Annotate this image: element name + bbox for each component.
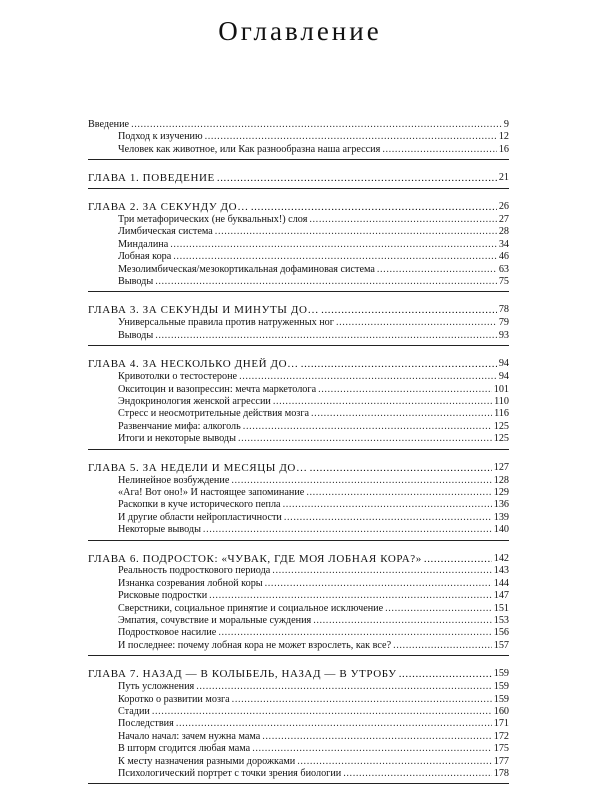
toc-subentry[interactable] bbox=[88, 706, 509, 718]
leader-dots bbox=[385, 603, 492, 615]
toc-entry-title: Нелинейное возбуждение bbox=[118, 474, 230, 486]
toc-entry-page: 156 bbox=[493, 627, 509, 639]
leader-dots bbox=[393, 640, 492, 652]
toc-entry-page: 94 bbox=[498, 358, 509, 370]
toc-chapter-section bbox=[88, 461, 509, 541]
toc-chapter-heading[interactable] bbox=[88, 171, 509, 185]
toc-entry-page: 21 bbox=[498, 172, 509, 184]
toc-subentry[interactable] bbox=[88, 384, 509, 396]
leader-dots bbox=[131, 119, 502, 131]
toc-entry-page: 157 bbox=[493, 639, 509, 651]
leader-dots bbox=[321, 303, 497, 317]
toc-subentry[interactable] bbox=[88, 396, 509, 408]
toc-subentry[interactable] bbox=[88, 264, 509, 276]
toc-entry-title: Эндокринология женской агрессии bbox=[118, 395, 271, 407]
toc-subentry[interactable] bbox=[88, 743, 509, 755]
leader-dots bbox=[155, 276, 497, 288]
leader-dots bbox=[173, 251, 497, 263]
toc-entry-title: Кривотолки о тестостероне bbox=[118, 371, 238, 383]
toc-entry-page: 101 bbox=[493, 383, 509, 395]
toc-entry-title: Развенчание мифа: алкоголь bbox=[118, 420, 241, 432]
toc-entry-page: 178 bbox=[493, 767, 509, 779]
leader-dots bbox=[310, 461, 492, 475]
toc-subentry[interactable] bbox=[88, 694, 509, 706]
toc-subentry[interactable] bbox=[88, 433, 509, 445]
toc-subentry[interactable] bbox=[88, 512, 509, 524]
toc-subentry-list bbox=[88, 317, 509, 342]
toc-entry-title: Некоторые выводы bbox=[118, 524, 201, 536]
toc-entry-page: 27 bbox=[498, 214, 509, 226]
leader-dots bbox=[176, 719, 492, 731]
leader-dots bbox=[155, 330, 497, 342]
toc-entry-page: 143 bbox=[493, 565, 509, 577]
leader-dots bbox=[209, 590, 492, 602]
leader-dots bbox=[262, 731, 491, 743]
toc-entry-page: 46 bbox=[498, 251, 509, 263]
toc-entry-page: 75 bbox=[498, 276, 509, 288]
toc-entry-title: Введение bbox=[88, 119, 130, 130]
toc-entry-title: Миндалина bbox=[118, 238, 169, 250]
toc-entry-title: Лимбическая система bbox=[118, 226, 213, 238]
leader-dots bbox=[306, 487, 491, 499]
toc-entry-page: 144 bbox=[493, 577, 509, 589]
leader-dots bbox=[336, 318, 497, 330]
leader-dots bbox=[215, 227, 497, 239]
toc-subentry[interactable] bbox=[88, 421, 509, 433]
leader-dots bbox=[170, 239, 497, 251]
toc-subentry[interactable] bbox=[88, 371, 509, 383]
toc-subentry[interactable] bbox=[88, 487, 509, 499]
leader-dots bbox=[297, 756, 491, 768]
toc-subentry[interactable] bbox=[88, 239, 509, 251]
toc-subentry[interactable] bbox=[88, 640, 509, 652]
toc-subentry-list bbox=[88, 566, 509, 653]
toc-chapter-heading[interactable] bbox=[88, 552, 509, 566]
toc-entry-title: ГЛАВА 1. ПОВЕДЕНИЕ bbox=[88, 172, 215, 185]
toc-entry-title: Мезолимбическая/мезокортикальная дофаминовая система bbox=[118, 263, 375, 275]
toc-entry-page: 128 bbox=[493, 474, 509, 486]
toc-entry-page: 110 bbox=[494, 395, 509, 407]
toc-entry-page: 153 bbox=[493, 615, 509, 627]
toc-entry-title: К месту назначения разными дорожками bbox=[118, 755, 296, 767]
toc-entry-page: 159 bbox=[493, 668, 509, 680]
toc-entry-page: 159 bbox=[493, 681, 509, 693]
toc-entry-title: Итоги и некоторые выводы bbox=[118, 433, 236, 445]
toc-entry-title: Психологический портрет с точки зрения биологии bbox=[118, 767, 342, 779]
toc-chapter-heading[interactable] bbox=[88, 667, 509, 681]
leader-dots bbox=[284, 512, 492, 524]
leader-dots bbox=[399, 667, 492, 681]
toc-subentry-list bbox=[88, 371, 509, 445]
toc-entry-title: Раскопки в куче исторического пепла bbox=[118, 499, 281, 511]
toc-entry-page: 116 bbox=[494, 408, 509, 420]
toc-entry-title: Подростковое насилие bbox=[118, 627, 217, 639]
toc-entry-title: Выводы bbox=[118, 276, 154, 288]
toc-subentry[interactable] bbox=[88, 590, 509, 602]
toc-entry-page: 177 bbox=[493, 755, 509, 767]
toc-entry-page: 172 bbox=[493, 730, 509, 742]
leader-dots bbox=[343, 768, 491, 780]
leader-dots bbox=[231, 475, 491, 487]
toc-entry-page: 12 bbox=[498, 131, 509, 143]
toc-subentry[interactable] bbox=[88, 226, 509, 238]
toc-entry-title: Стресс и неосмотрительные действия мозга bbox=[118, 408, 310, 420]
toc-subentry[interactable] bbox=[88, 681, 509, 693]
toc-entry-title: ГЛАВА 7. НАЗАД — В КОЛЫБЕЛЬ, НАЗАД — В УТРОБУ bbox=[88, 668, 397, 681]
toc-entry-page: 129 bbox=[493, 486, 509, 498]
toc-subentry[interactable] bbox=[88, 317, 509, 329]
toc-chapter-heading[interactable] bbox=[88, 357, 509, 371]
toc-subentry[interactable] bbox=[88, 330, 509, 342]
toc-subentry[interactable] bbox=[88, 578, 509, 590]
leader-dots bbox=[217, 171, 497, 185]
toc-entry-page: 125 bbox=[493, 433, 509, 445]
toc-chapter-heading[interactable] bbox=[88, 303, 509, 317]
toc-subentry[interactable] bbox=[88, 603, 509, 615]
toc-entry-title: И последнее: почему лобная кора не может взрослеть, как все? bbox=[118, 639, 392, 651]
toc-entry-page: 93 bbox=[498, 329, 509, 341]
toc-chapter-heading[interactable] bbox=[88, 461, 509, 475]
toc-entry-page: 34 bbox=[498, 238, 509, 250]
toc-entry-title: ГЛАВА 5. ЗА НЕДЕЛИ И МЕСЯЦЫ ДО… bbox=[88, 461, 308, 474]
leader-dots bbox=[232, 694, 492, 706]
toc-subentry[interactable] bbox=[88, 768, 509, 780]
toc-entry-title: И другие области нейропластичности bbox=[118, 511, 282, 523]
toc-entry-page: 159 bbox=[493, 693, 509, 705]
leader-dots bbox=[152, 706, 492, 718]
toc-entry-title: Реальность подросткового периода bbox=[118, 565, 271, 577]
toc-subentry[interactable] bbox=[88, 731, 509, 743]
toc-entry-page: 9 bbox=[503, 119, 509, 130]
leader-dots bbox=[311, 408, 492, 420]
toc-entry-page: 151 bbox=[493, 602, 509, 614]
leader-dots bbox=[196, 681, 491, 693]
toc-subentry[interactable] bbox=[88, 524, 509, 536]
toc-chapter-section bbox=[88, 667, 509, 784]
toc-subentry[interactable] bbox=[88, 475, 509, 487]
toc-subentry[interactable] bbox=[88, 756, 509, 768]
leader-dots bbox=[203, 524, 492, 536]
leader-dots bbox=[218, 628, 491, 640]
leader-dots bbox=[382, 144, 497, 156]
toc-subentry[interactable] bbox=[88, 718, 509, 730]
toc-subentry-list bbox=[88, 214, 509, 288]
toc-entry-title: Начало начал: зачем нужна мама bbox=[118, 730, 261, 742]
table-of-contents bbox=[88, 119, 509, 795]
toc-subentry-list bbox=[88, 681, 509, 780]
toc-chapter-section bbox=[88, 357, 509, 449]
toc-subentry[interactable] bbox=[88, 144, 509, 156]
toc-subentry[interactable] bbox=[88, 408, 509, 420]
toc-entry-title: Три метафорических (не буквальных!) слоя bbox=[118, 214, 308, 226]
toc-entry-page: 125 bbox=[493, 420, 509, 432]
toc-chapter-section bbox=[88, 303, 509, 346]
leader-dots bbox=[273, 396, 492, 408]
toc-entry-title: Лобная кора bbox=[118, 251, 172, 263]
toc-subentry[interactable] bbox=[88, 615, 509, 627]
toc-entry-page: 175 bbox=[493, 743, 509, 755]
toc-entry-page: 78 bbox=[498, 304, 509, 316]
toc-entry-title: Эмпатия, сочувствие и моральные суждения bbox=[118, 615, 312, 627]
toc-entry-page: 26 bbox=[498, 201, 509, 213]
toc-entry-title: Последствия bbox=[118, 718, 174, 730]
leader-dots bbox=[239, 371, 497, 383]
leader-dots bbox=[252, 743, 492, 755]
toc-entry-page: 16 bbox=[498, 143, 509, 155]
toc-entry-page: 63 bbox=[498, 263, 509, 275]
leader-dots bbox=[272, 566, 491, 578]
toc-entry-title: Коротко о развитии мозга bbox=[118, 693, 230, 705]
toc-subentry[interactable] bbox=[88, 499, 509, 511]
toc-subentry[interactable] bbox=[88, 131, 509, 143]
toc-entry-title: Сверстники, социальное принятие и социальное исключение bbox=[118, 602, 384, 614]
toc-entry-title: ГЛАВА 3. ЗА СЕКУНДЫ И МИНУТЫ ДО… bbox=[88, 304, 320, 317]
toc-chapter-heading[interactable] bbox=[88, 200, 509, 214]
leader-dots bbox=[243, 421, 492, 433]
toc-subentry[interactable] bbox=[88, 251, 509, 263]
toc-subentry-list bbox=[88, 475, 509, 537]
toc-entry-page: 142 bbox=[493, 552, 509, 564]
toc-entry-page: 160 bbox=[493, 706, 509, 717]
leader-dots bbox=[309, 214, 496, 226]
leader-dots bbox=[265, 578, 492, 590]
toc-entry-title: ГЛАВА 2. ЗА СЕКУНДУ ДО… bbox=[88, 201, 249, 214]
toc-subentry[interactable] bbox=[88, 276, 509, 288]
page-title: Оглавление bbox=[218, 16, 382, 46]
toc-entry-title: Стадии bbox=[118, 706, 150, 717]
toc-subentry[interactable] bbox=[88, 214, 509, 226]
toc-chapter-section bbox=[88, 200, 509, 292]
toc-entry-title: Рисковые подростки bbox=[118, 590, 208, 602]
toc-entry-title: Подход к изучению bbox=[118, 131, 203, 143]
leader-dots bbox=[424, 552, 492, 566]
toc-entry-title: Окситоцин и вазопрессин: мечта маркетолога bbox=[118, 383, 317, 395]
toc-chapter-section bbox=[88, 171, 509, 189]
toc-subentry[interactable] bbox=[88, 566, 509, 578]
toc-entry-title: Человек как животное, или Как разнообразна наша агрессия bbox=[118, 143, 381, 155]
leader-dots bbox=[205, 131, 497, 143]
toc-section-intro bbox=[88, 119, 509, 160]
toc-entry-title: Изнанка созревания лобной коры bbox=[118, 577, 263, 589]
leader-dots bbox=[251, 200, 497, 214]
toc-chapter-section bbox=[88, 552, 509, 657]
toc-entry-page: 79 bbox=[498, 317, 509, 329]
toc-entry-title: Путь усложнения bbox=[118, 681, 195, 693]
leader-dots bbox=[238, 433, 492, 445]
toc-entry-title: ГЛАВА 4. ЗА НЕСКОЛЬКО ДНЕЙ ДО… bbox=[88, 358, 299, 371]
leader-dots bbox=[377, 264, 497, 276]
leader-dots bbox=[313, 615, 492, 627]
toc-entry-page: 139 bbox=[493, 511, 509, 523]
toc-entry-title: Выводы bbox=[118, 329, 154, 341]
leader-dots bbox=[301, 357, 497, 371]
toc-entry-page: 28 bbox=[498, 226, 509, 238]
toc-entry-page: 94 bbox=[498, 371, 509, 383]
toc-entry-title: В шторм сгодится любая мама bbox=[118, 743, 251, 755]
leader-dots bbox=[283, 499, 492, 511]
toc-subentry[interactable] bbox=[88, 627, 509, 639]
toc-entry-page: 147 bbox=[493, 590, 509, 602]
toc-entry-title: «Ага! Вот оно!» И настоящее запоминание bbox=[118, 486, 305, 498]
toc-entry-page: 140 bbox=[493, 524, 509, 536]
toc-entry-page: 127 bbox=[493, 461, 509, 473]
toc-entry-title: Универсальные правила против натруженных ног bbox=[118, 317, 334, 329]
leader-dots bbox=[318, 384, 492, 396]
toc-entry-page: 171 bbox=[493, 718, 509, 730]
toc-entry-title: ГЛАВА 6. ПОДРОСТОК: «ЧУВАК, ГДЕ МОЯ ЛОБНАЯ КОРА?» bbox=[88, 552, 422, 565]
toc-entry-page: 136 bbox=[493, 499, 509, 511]
toc-entry-intro[interactable] bbox=[88, 119, 509, 131]
